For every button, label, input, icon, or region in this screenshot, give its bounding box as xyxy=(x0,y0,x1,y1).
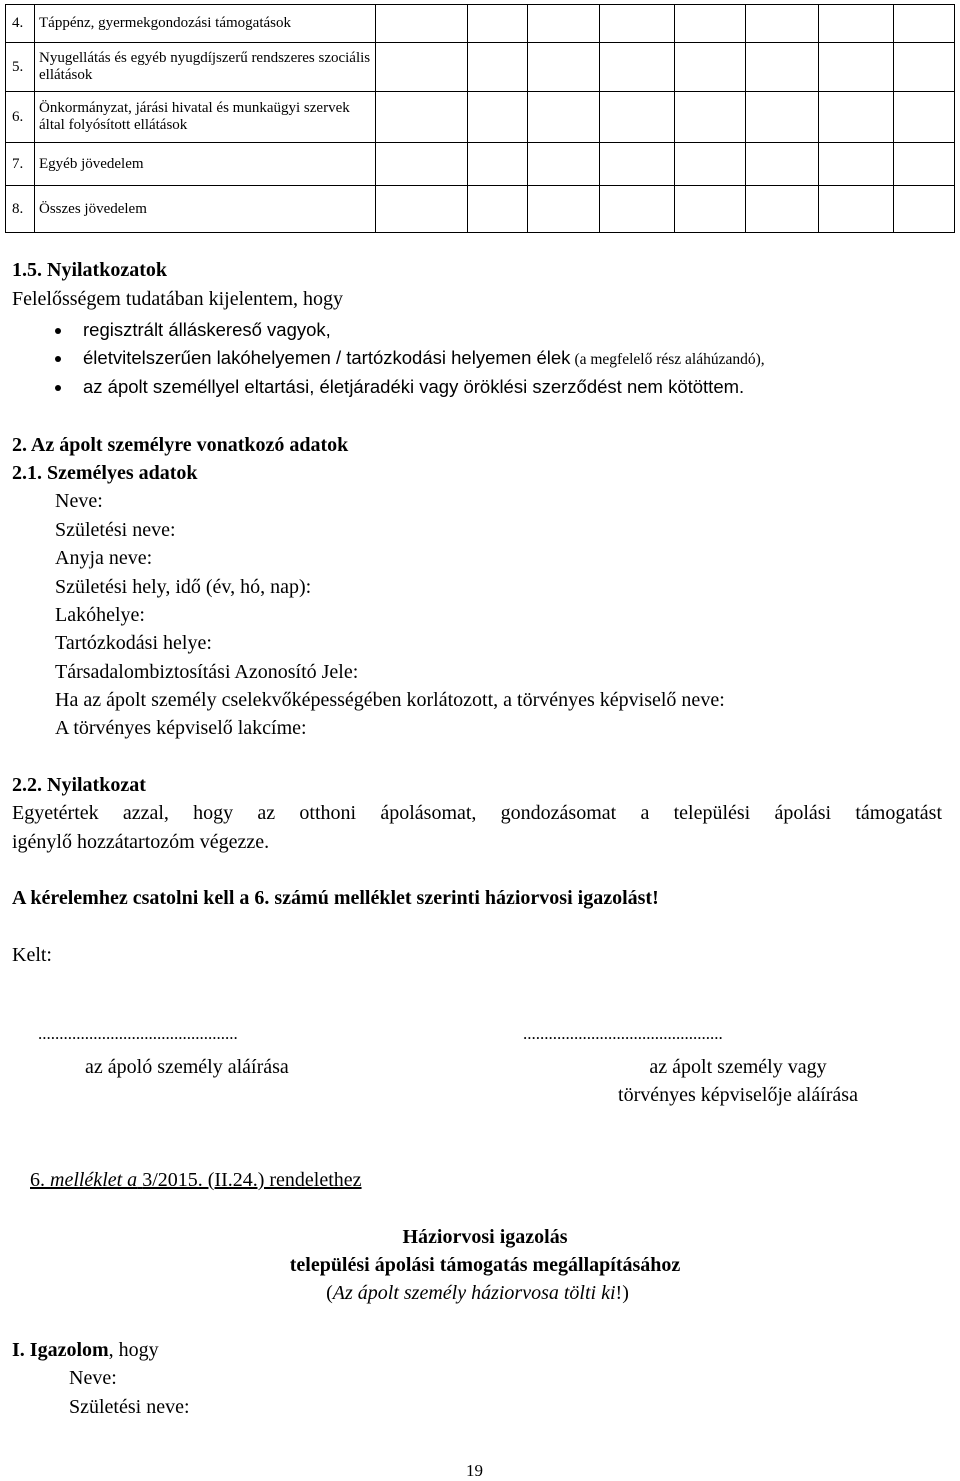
signature-label: az ápoló személy aláírása xyxy=(85,1056,289,1078)
cell xyxy=(468,186,528,233)
cell xyxy=(675,5,746,43)
cell xyxy=(528,143,600,186)
field-label: Tartózkodási helye: xyxy=(55,632,212,654)
note-italic: Az ápolt személy háziorvosa tölti ki xyxy=(332,1282,616,1304)
cell xyxy=(675,143,746,186)
cell xyxy=(600,43,675,92)
cell xyxy=(468,5,528,43)
bullet-icon xyxy=(55,385,61,391)
statement-item xyxy=(83,347,765,369)
cell xyxy=(376,186,468,233)
cell xyxy=(528,43,600,92)
statement-item: regisztrált álláskereső vagyok, xyxy=(83,319,331,340)
row-label: Összes jövedelem xyxy=(35,186,376,233)
certificate-subtitle: települési ápolási támogatás megállapításához xyxy=(289,1254,681,1276)
bullet-icon xyxy=(55,356,61,362)
bullet-icon xyxy=(55,328,61,334)
annex-italic: melléklet a xyxy=(50,1169,138,1191)
row-label: Egyéb jövedelem xyxy=(35,143,376,186)
row-number: 4. xyxy=(6,5,35,43)
cell xyxy=(376,43,468,92)
cell xyxy=(528,5,600,43)
signature-label: az ápolt személy vagy xyxy=(649,1056,827,1078)
cell xyxy=(675,92,746,143)
cell xyxy=(819,92,894,143)
note-paren: ( xyxy=(326,1282,333,1304)
cell xyxy=(746,43,819,92)
field-label: Társadalombiztosítási Azonosító Jele: xyxy=(55,661,359,683)
row-number: 8. xyxy=(6,186,35,233)
field-label: A törvényes képviselő lakcíme: xyxy=(55,717,307,739)
table-row xyxy=(6,92,955,143)
cell xyxy=(528,186,600,233)
row-number: 7. xyxy=(6,143,35,186)
income-table xyxy=(5,4,955,233)
cell xyxy=(600,5,675,43)
table-row xyxy=(6,43,955,92)
cell xyxy=(675,43,746,92)
annex-decree: 3/2015. (II.24.) rendelethez xyxy=(142,1169,362,1191)
field-label: Lakóhelye: xyxy=(55,604,145,626)
cell xyxy=(675,186,746,233)
cell xyxy=(746,92,819,143)
cell xyxy=(894,43,955,92)
table-row xyxy=(6,143,955,186)
field-label: Neve: xyxy=(69,1367,117,1389)
statement-note: (a megfelelő rész aláhúzandó), xyxy=(574,351,765,368)
cell xyxy=(600,92,675,143)
section-1-5-intro: Felelősségem tudatában kijelentem, hogy xyxy=(12,288,344,310)
cell xyxy=(819,43,894,92)
declaration-line: igénylő hozzátartozóm végezze. xyxy=(12,831,270,853)
cell xyxy=(894,186,955,233)
field-label: Anyja neve: xyxy=(55,547,153,569)
page-number: 19 xyxy=(466,1461,483,1480)
note-paren: !) xyxy=(615,1282,629,1304)
annex-reference xyxy=(30,1169,362,1192)
section-I-bold: I. Igazolom xyxy=(12,1339,109,1361)
cell xyxy=(746,5,819,43)
kelt-label: Kelt: xyxy=(12,944,52,966)
cell xyxy=(894,92,955,143)
cell xyxy=(746,143,819,186)
field-label: Születési neve: xyxy=(69,1396,190,1418)
table-row xyxy=(6,5,955,43)
row-label: Táppénz, gyermekgondozási támogatások xyxy=(35,5,376,43)
certificate-title: Háziorvosi igazolás xyxy=(402,1226,568,1248)
cell xyxy=(468,43,528,92)
statement-item: az ápolt személlyel eltartási, életjáradéki vagy öröklési szerződést nem kötöttem. xyxy=(83,376,745,397)
signature-label: törvényes képviselője aláírása xyxy=(618,1084,858,1106)
section-I-rest: , hogy xyxy=(108,1339,159,1361)
field-label: Születési neve: xyxy=(55,519,176,541)
declaration-line: Egyetértek azzal, hogy az otthoni ápolásomat, gondozásomat a települési ápolási támogatást xyxy=(12,802,942,824)
section-1-5-heading: 1.5. Nyilatkozatok xyxy=(12,259,167,281)
cell xyxy=(819,186,894,233)
cell xyxy=(600,143,675,186)
cell xyxy=(376,5,468,43)
section-2-heading: 2. Az ápolt személyre vonatkozó adatok xyxy=(12,434,349,456)
cell xyxy=(376,92,468,143)
cell xyxy=(894,143,955,186)
field-label: Születési hely, idő (év, hó, nap): xyxy=(55,576,312,598)
section-I-heading xyxy=(12,1339,159,1362)
cell xyxy=(819,143,894,186)
section-2-2-heading: 2.2. Nyilatkozat xyxy=(12,774,146,796)
row-number: 5. xyxy=(6,43,35,92)
row-label: Nyugellátás és egyéb nyugdíjszerű rendszeres szociális ellátások xyxy=(35,43,376,92)
cell xyxy=(376,143,468,186)
field-label: Neve: xyxy=(55,490,103,512)
section-2-1-heading: 2.1. Személyes adatok xyxy=(12,462,198,484)
cell xyxy=(468,92,528,143)
row-number: 6. xyxy=(6,92,35,143)
table-row xyxy=(6,186,955,233)
cell xyxy=(468,143,528,186)
signature-line: ............................................... xyxy=(38,1024,238,1043)
certificate-note xyxy=(0,1282,955,1305)
cell xyxy=(819,5,894,43)
signature-line: ............................................... xyxy=(523,1024,723,1043)
cell xyxy=(746,186,819,233)
field-label: Ha az ápolt személy cselekvőképességében korlátozott, a törvényes képviselő neve: xyxy=(55,689,725,711)
annex-number: 6. xyxy=(30,1169,45,1191)
cell xyxy=(528,92,600,143)
cell xyxy=(600,186,675,233)
cell xyxy=(894,5,955,43)
row-label: Önkormányzat, járási hivatal és munkaügyi szervek által folyósított ellátások xyxy=(35,92,376,143)
attachment-notice: A kérelemhez csatolni kell a 6. számú melléklet szerinti háziorvosi igazolást! xyxy=(12,887,659,909)
statement-text: életvitelszerűen lakóhelyemen / tartózkodási helyemen élek xyxy=(83,347,571,368)
